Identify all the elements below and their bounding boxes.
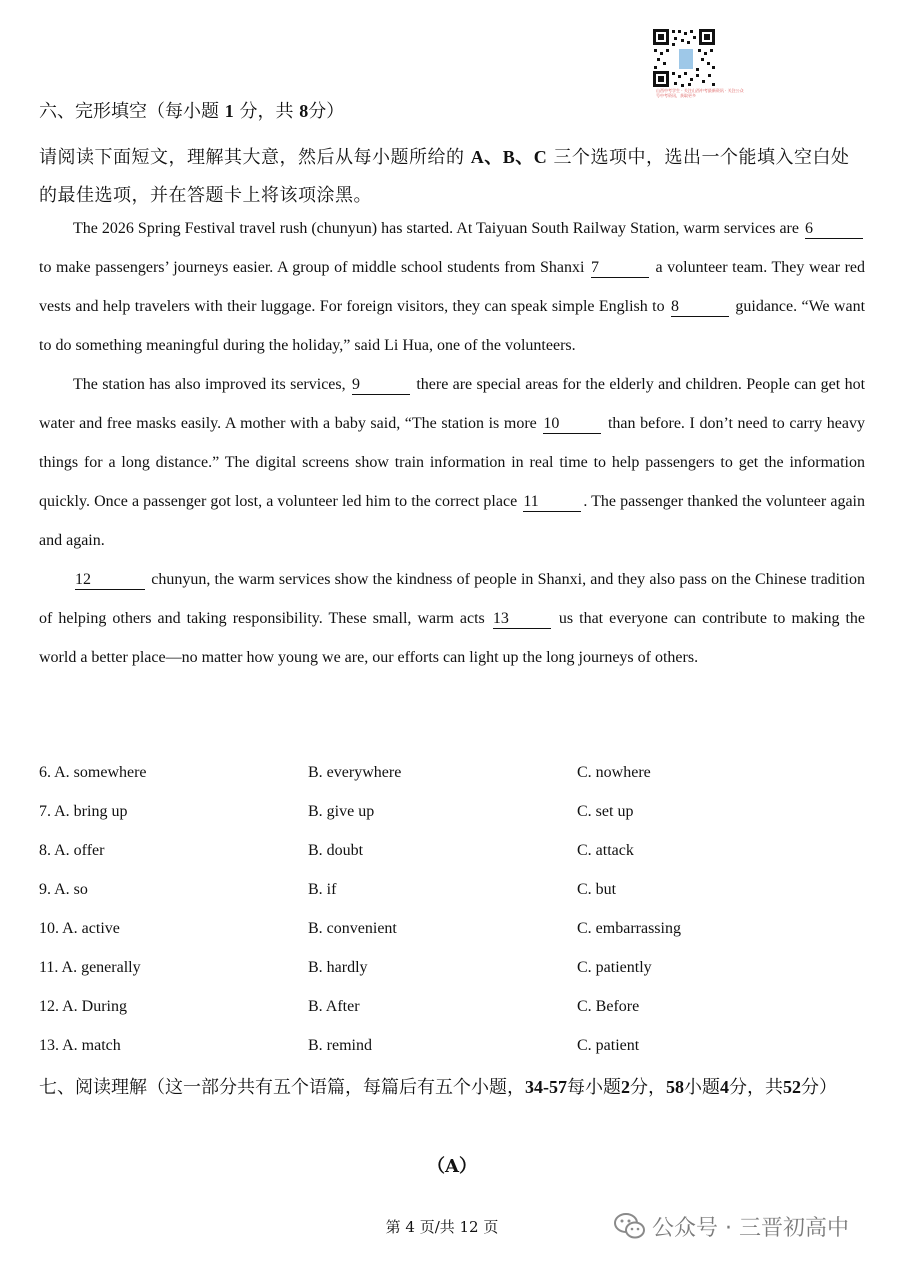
watermark [614,1210,849,1242]
paragraph-text: The 2026 Spring Festival travel rush (chunyun) has started. At Taiyuan South Railway Station, warm services are [73,220,799,237]
qr-code [652,28,718,88]
section-7-text: 分，共 [729,1077,783,1098]
option-a: 6. A. somewhere [39,764,147,781]
section-7-text: 小题 [684,1077,720,1098]
blank-13: 13 [493,610,551,629]
section-6-title-prefix: 六、完形填空（每小题 [39,101,219,122]
section-7-range: 34-57 [525,1077,567,1097]
option-row [39,994,865,1033]
wechat-icon [614,1212,646,1240]
option-row [39,877,865,916]
option-b: B. if [308,881,337,898]
option-b: B. everywhere [308,764,402,781]
section-7-question-58: 58 [666,1077,684,1097]
option-row [39,838,865,877]
option-b: B. hardly [308,959,368,976]
paragraph-text: . The passenger thanked the volunteer again and again. [39,493,865,549]
page-number: 第 4 页/共 12 页 [385,1218,499,1236]
blank-12: 12 [75,571,145,590]
option-c: C. Before [577,998,640,1015]
blank-6: 6 [805,220,863,239]
section-6-title-suffix: 分） [308,101,345,122]
section-6-title [39,98,344,125]
option-a: 13. A. match [39,1037,121,1054]
qr-logo-icon [678,48,694,70]
blank-8: 8 [671,298,729,317]
section-7-score-each: 2 [621,1077,630,1097]
section-7-score-total: 52 [783,1077,801,1097]
option-row [39,799,865,838]
paragraph-text: to make passengers’ journeys easier. A group of middle school students from Shanxi [39,259,585,276]
section-6-instructions [39,138,861,215]
option-c: C. patient [577,1037,640,1054]
paragraph-text: The station has also improved its services, [73,376,346,393]
option-b: B. convenient [308,920,397,937]
section-7-text: 七、阅读理解（这一部分共有五个语篇，每篇后有五个小题， [39,1077,525,1098]
section-7-text: 分） [801,1077,837,1098]
section-7-score-58: 4 [720,1077,729,1097]
section-7-text: 分， [630,1077,666,1098]
blank-9: 9 [352,376,410,395]
option-c: C. but [577,881,617,898]
watermark-text: 公众号 · 三晋初高中 [652,1215,849,1241]
option-c: C. patiently [577,959,652,976]
instructions-abc: A、B、C [470,147,548,167]
passage-a-heading: （A） [427,1156,477,1177]
option-a: 9. A. so [39,881,88,898]
blank-11: 11 [523,493,581,512]
option-a: 10. A. active [39,920,120,937]
section-6-score-each: 1 [224,101,234,121]
paragraph-text: us that everyone can contribute to making the world a better place—no matter how young we are, our efforts can light up the long journeys of others. [39,610,866,666]
paragraph-text: there are special areas for the elderly and children. People can get hot water and free masks easily. A mother with a baby said, “The station is more [39,376,866,432]
option-c: C. attack [577,842,634,859]
option-row [39,760,865,799]
paragraph-1 [39,209,865,365]
paragraph-text: guidance. “We want to do something meaningful during the holiday,” said Li Hua, one of the volunteers. [39,298,866,354]
instructions-part-1: 请阅读下面短文，理解其大意，然后从每小题所给的 [39,147,465,168]
option-a: 8. A. offer [39,842,105,859]
option-b: B. doubt [308,842,364,859]
blank-7: 7 [591,259,649,278]
paragraph-text: a volunteer team. They wear red vests and help travelers with their luggage. For foreign visitors, they can speak simple English to [39,259,866,315]
option-c: C. nowhere [577,764,651,781]
option-row [39,916,865,955]
option-a: 11. A. generally [39,959,141,976]
option-a: 12. A. During [39,998,127,1015]
paragraph-3 [39,560,865,677]
option-row [39,955,865,994]
option-row [39,1033,865,1072]
cloze-passage [39,209,865,677]
paragraph-2 [39,365,865,560]
option-c: C. embarrassing [577,920,681,937]
section-6-title-mid: 分，共 [239,101,294,122]
instructions-part-2: 三个选项中，选出一个能填入空白处的最佳选项，并在答题卡上将该项涂黑。 [39,147,850,206]
blank-10: 10 [543,415,601,434]
option-c: C. set up [577,803,634,820]
option-b: B. give up [308,803,375,820]
section-7-text: 每小题 [567,1077,621,1098]
section-6-score-total: 8 [299,101,309,121]
option-b: B. remind [308,1037,372,1054]
qr-caption: 山西中考学生 · 关注山西中考最新资讯 · 关注公众号中考资讯，获取更多 [656,88,744,98]
paragraph-text: chunyun, the warm services show the kindness of people in Shanxi, and they also pass on the Chinese tradition of helping others and taking responsibility. These small, warm acts [39,571,866,627]
option-a: 7. A. bring up [39,803,128,820]
paragraph-text: than before. I don’t need to carry heavy things for a long distance.” The digital screens show train information in real time to help passengers to get the information quickly. Once a passenger got lost, a volunteer led him to the correct place [39,415,865,510]
answer-options [39,760,865,1072]
option-b: B. After [308,998,360,1015]
section-7-title [39,1068,865,1107]
